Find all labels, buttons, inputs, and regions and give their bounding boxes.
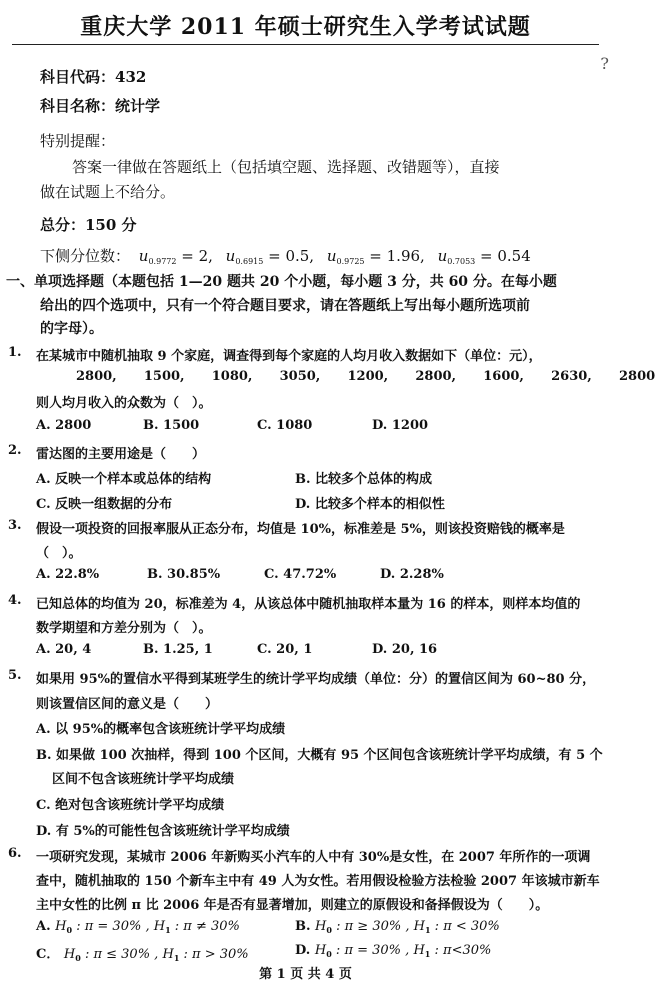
option-letter: B. [295,919,311,934]
q4-option-b: B. 1.25, 1 [143,642,213,657]
notice-line-1: 答案一律做在答题纸上（包括填空题、选择题、改错题等），直接 [72,158,500,176]
q5-stem-2: 则该置信区间的意义是（ ） [36,697,219,712]
page-title: 重庆大学 2011 年硕士研究生入学考试试题 [80,14,531,40]
q1-data-value: 1600, [483,369,524,384]
h0-relation: : π = 30% , [331,943,410,958]
quantile-1-value: = 2, [176,247,213,265]
quantile-2-value: = 0.5, [263,247,315,265]
notice-line-2: 做在试题上不给分。 [40,183,176,201]
q4-stem: 已知总体的均值为 20，标准差为 4，从该总体中随机抽取样本量为 16 的样本，则样本均值的 [36,597,581,612]
page-number: 第 1 页 共 4 页 [259,967,352,982]
q3-number: 3. [8,518,22,533]
h1-relation: : π < 30% [430,919,500,934]
h1-sub: 1 [165,925,171,935]
title-rule [12,44,599,45]
q6-option-c [36,943,249,963]
quantile-4-value: = 0.54 [475,247,531,265]
quantile-label: 下侧分位数： [40,247,131,265]
q6-option-d [295,943,491,959]
h0-sub: 0 [326,949,332,959]
q1-number: 1. [8,345,22,360]
h1-relation: : π > 30% [179,947,249,962]
q2-option-d: D. 比较多个样本的相似性 [295,497,445,512]
q1-data-value: 1200, [347,369,389,384]
q1-data-value: 2630, [551,369,592,384]
q1-option-c: C. 1080 [257,418,313,433]
q3-option-d: D. 2.28% [380,567,444,582]
h1-relation: : π ≠ 30% [170,919,240,934]
q3-stem: 假设一项投资的回报率服从正态分布，均值是 10%，标准差是 5%，则该投资赔钱的概率是 [36,522,565,537]
q1-data-row [76,369,655,384]
q6-number: 6. [8,846,22,861]
q3-option-c: C. 47.72% [264,567,337,582]
q6-stem-2: 查中，随机抽取的 150 个新车主中有 49 人为女性。若用假设检验方法检验 2007 年该城市新车 [36,874,600,889]
subject-code: 科目代码：432 [40,68,147,86]
q6-stem-1: 一项研究发现，某城市 2006 年新购买小汽车的人中有 30%是女性，在 2007 年所作的一项调 [36,850,591,865]
q1-question: 则人均月收入的众数为（ ）。 [36,396,212,411]
q1-data-value: 1080, [211,369,253,384]
option-letter: A. [36,919,51,934]
q5-option-b-cont: 区间不包含该班统计学平均成绩 [52,772,235,787]
q1-data-value: 2800, [76,369,117,384]
subject-name: 科目名称：统计学 [40,97,161,115]
h1-sub: 1 [424,925,431,935]
h1-relation: : π<30% [430,943,492,958]
h1-symbol: H [409,919,425,934]
quantile-3-sub: 0.9725 [336,257,365,266]
margin-mark: ? [600,54,609,73]
h0-symbol: H [315,919,327,934]
h0-relation: : π ≤ 30% , [80,947,159,962]
q6-option-b [295,919,500,935]
q6-option-a [36,919,240,935]
q5-option-b: B. 如果做 100 次抽样，得到 100 个区间，大概有 95 个区间包含该班统计学平均成绩，有 5 个 [36,748,603,763]
q4-option-a: A. 20, 4 [36,642,92,657]
h0-relation: : π ≥ 30% , [331,919,410,934]
notice-title: 特别提醒： [40,132,116,150]
q1-stem: 在某城市中随机抽取 9 个家庭，调查得到每个家庭的人均月收入数据如下（单位：元）， [36,349,542,364]
h0-symbol: H [314,943,327,958]
q4-number: 4. [8,593,22,608]
section1-line-1: 一、单项选择题（本题包括 1—20 题共 20 个小题，每小题 3 分，共 60 分。在每小题 [6,274,557,290]
q4-stem-2: 数学期望和方差分别为（ ）。 [36,621,212,636]
quantile-1-sub: 0.9772 [148,257,177,266]
q1-data-value: 1500, [143,369,185,384]
q5-option-d: D. 有 5%的可能性包含该班统计学平均成绩 [36,824,290,839]
section1-line-3: 的字母）。 [40,321,103,337]
quantile-row: 下侧分位数： $u_{0.9772} = 2$, $u_{0.6915} = 0.5$, $u_{0.9725} = 1.96$, $u_{0.7053} = 0.54$ [40,247,531,266]
quantile-2-sub: 0.6915 [235,257,264,266]
option-letter: C． [36,947,60,962]
q2-number: 2. [8,443,22,458]
section1-line-2: 给出的四个选项中，只有一个符合题目要求，请在答题纸上写出每小题所选项前 [40,298,530,314]
q3-stem-2: （ ）。 [36,546,82,561]
h0-symbol: H [55,919,67,934]
quantile-3-value: = 1.96, [364,247,425,265]
q1-option-b: B. 1500 [143,418,200,433]
quantile-4-sub: 0.7053 [447,257,476,266]
q2-option-c: C. 反映一组数据的分布 [36,497,173,512]
q3-option-b: B. 30.85% [147,567,221,582]
h0-relation: : π = 30% , [72,919,150,934]
h1-symbol: H [409,943,425,958]
q1-data-value: 2800, [415,369,457,384]
h0-symbol: H [63,947,76,962]
h1-sub: 1 [424,949,431,959]
q5-number: 5. [8,668,22,683]
q5-option-a: A. 以 95%的概率包含该班统计学平均成绩 [36,722,286,737]
h0-sub: 0 [75,953,81,963]
h0-sub: 0 [66,925,73,935]
total-score: 总分：150 分 [40,216,137,234]
q2-option-a: A. 反映一个样本或总体的结构 [36,472,212,487]
q1-option-d: D. 1200 [372,418,429,433]
h0-sub: 0 [326,925,332,935]
q4-option-d: D. 20, 16 [372,642,438,657]
h1-symbol: H [158,947,174,962]
q5-option-c: C. 绝对包含该班统计学平均成绩 [36,798,225,813]
q6-stem-3: 主中女性的比例 π 比 2006 年是否有显著增加，则建立的原假设和备择假设为（ ）。 [36,898,549,913]
option-letter: D. [295,943,311,958]
q1-data-value: 2800 [619,369,655,384]
q1-data-value: 3050, [279,369,321,384]
q2-stem: 雷达图的主要用途是（ ） [36,447,206,462]
q4-option-c: C. 20, 1 [257,642,313,657]
q2-option-b: B. 比较多个总体的构成 [295,472,433,487]
q5-stem: 如果用 95%的置信水平得到某班学生的统计学平均成绩（单位：分）的置信区间为 60~80 分， [36,672,596,687]
q3-option-a: A. 22.8% [36,567,100,582]
h1-sub: 1 [173,953,180,963]
q1-option-a: A. 2800 [36,418,92,433]
h1-symbol: H [149,919,166,934]
